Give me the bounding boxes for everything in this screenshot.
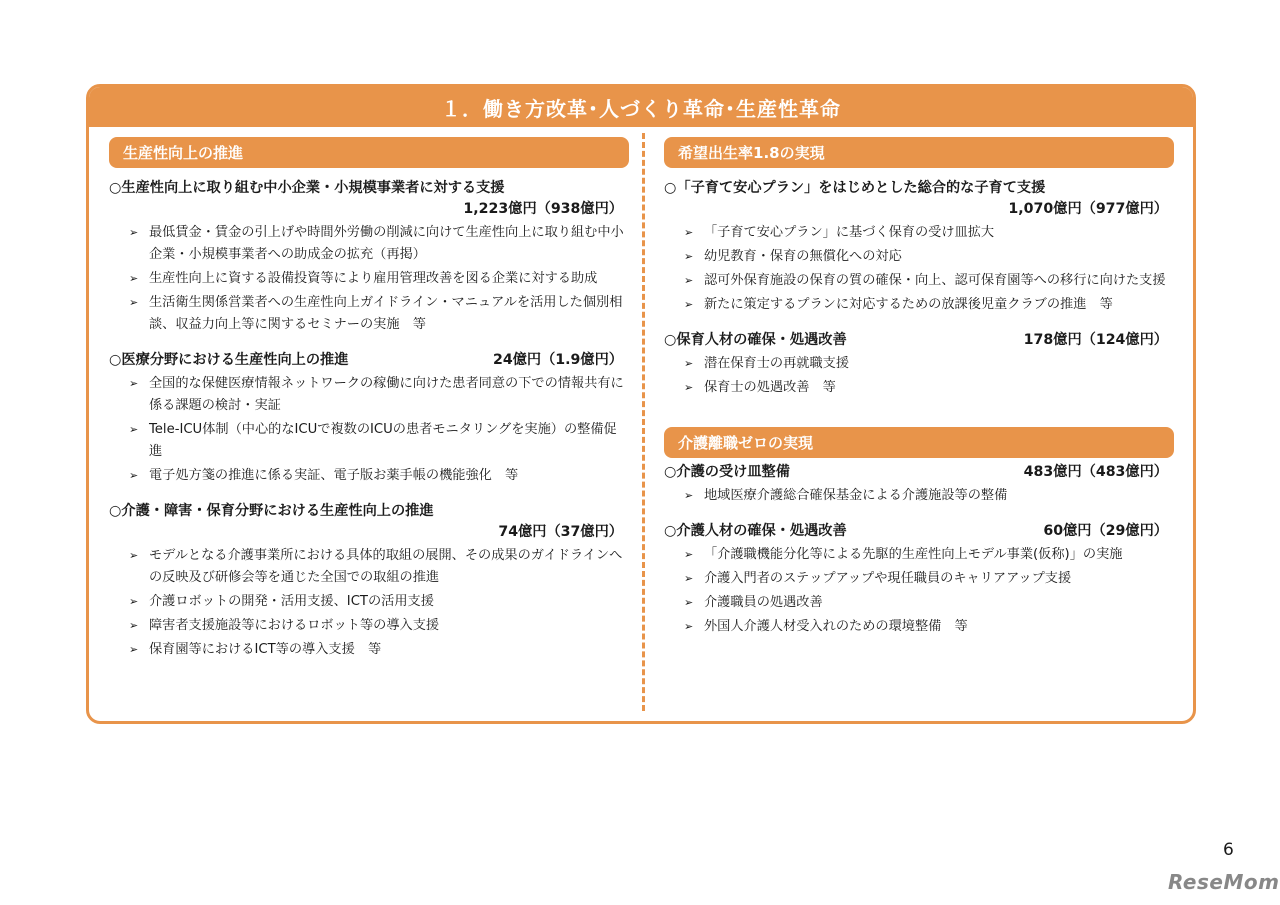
section-header-birthrate: 希望出生率1.8の実現 <box>664 137 1174 168</box>
bullet-item: ➢ 新たに策定するプランに対応するための放課後児童クラブの推進 等 <box>684 294 1174 316</box>
item-title: ○保育人材の確保・処遇改善 <box>664 332 847 348</box>
item-budget: 1,223億円（938億円） <box>463 201 623 217</box>
bullet-item: ➢ モデルとなる介護事業所における具体的取組の展開、その成果のガイドラインへの反映及び研修会等を通じた全国での取組の推進 <box>129 545 629 589</box>
list-item <box>109 350 629 487</box>
arrow-icon: ➢ <box>684 274 694 287</box>
bullet-list <box>664 544 1174 638</box>
arrow-icon: ➢ <box>129 423 139 436</box>
item-budget: 24億円（1.9億円） <box>492 352 623 368</box>
arrow-icon: ➢ <box>684 250 694 263</box>
arrow-icon: ➢ <box>129 595 139 608</box>
item-budget: 178億円（124億円） <box>1023 332 1168 348</box>
bullet-item: ➢ 幼児教育・保育の無償化への対応 <box>684 246 1174 268</box>
bullet-item: ➢ 外国人介護人材受入れのための環境整備 等 <box>684 616 1174 638</box>
arrow-icon: ➢ <box>684 357 694 370</box>
column-divider <box>642 133 645 711</box>
bullet-item: ➢ 地域医療介護総合確保基金による介護施設等の整備 <box>684 485 1174 507</box>
bullet-item: ➢ 生産性向上に資する設備投資等により雇用管理改善を図る企業に対する助成 <box>129 268 629 290</box>
item-title: ○介護・障害・保育分野における生産性向上の推進 <box>109 503 434 519</box>
list-item <box>664 330 1174 399</box>
bullet-item: ➢ 保育士の処遇改善 等 <box>684 377 1174 399</box>
bullet-item: ➢ 「子育て安心プラン」に基づく保育の受け皿拡大 <box>684 222 1174 244</box>
bullet-item: ➢ 最低賃金・賃金の引上げや時間外労働の削減に向けて生産性向上に取り組む中小企業・小規模事業者への助成金の拡充（再掲） <box>129 222 629 266</box>
bullet-list <box>664 485 1174 507</box>
arrow-icon: ➢ <box>129 296 139 309</box>
arrow-icon: ➢ <box>684 596 694 609</box>
bullet-item: ➢ 介護入門者のステップアップや現任職員のキャリアアップ支援 <box>684 568 1174 590</box>
list-item <box>109 501 629 661</box>
list-item <box>664 521 1174 638</box>
bullet-item: ➢ Tele-ICU体制（中心的なICUで複数のICUの患者モニタリングを実施）の整備促進 <box>129 419 629 463</box>
item-budget: 74億円（37億円） <box>498 524 623 540</box>
arrow-icon: ➢ <box>684 489 694 502</box>
list-item <box>664 178 1174 316</box>
arrow-icon: ➢ <box>684 298 694 311</box>
item-title: ○介護の受け皿整備 <box>664 464 790 480</box>
list-item <box>664 462 1174 507</box>
list-item <box>109 178 629 336</box>
bullet-item: ➢ 電子処方箋の推進に係る実証、電子版お薬手帳の機能強化 等 <box>129 465 629 487</box>
left-column <box>109 137 629 663</box>
arrow-icon: ➢ <box>684 620 694 633</box>
arrow-icon: ➢ <box>129 619 139 632</box>
page-number: 6 <box>1223 840 1234 860</box>
item-title: ○介護人材の確保・処遇改善 <box>664 523 847 539</box>
bullet-item: ➢ 「介護職機能分化等による先駆的生産性向上モデル事業(仮称)」の実施 <box>684 544 1174 566</box>
bullet-item: ➢ 全国的な保健医療情報ネットワークの稼働に向けた患者同意の下での情報共有に係る課題の検討・実証 <box>129 373 629 417</box>
bullet-item: ➢ 介護ロボットの開発・活用支援、ICTの活用支援 <box>129 591 629 613</box>
arrow-icon: ➢ <box>684 226 694 239</box>
bullet-list <box>664 353 1174 399</box>
item-budget: 483億円（483億円） <box>1023 464 1168 480</box>
item-budget: 1,070億円（977億円） <box>1008 201 1168 217</box>
section-header-productivity: 生産性向上の推進 <box>109 137 629 168</box>
section-header-caregiving: 介護離職ゼロの実現 <box>664 427 1174 458</box>
bullet-item: ➢ 認可外保育施設の保育の質の確保・向上、認可保育園等への移行に向けた支援 <box>684 270 1174 292</box>
arrow-icon: ➢ <box>129 469 139 482</box>
bullet-item: ➢ 介護職員の処遇改善 <box>684 592 1174 614</box>
content-frame <box>86 84 1196 724</box>
bullet-list <box>109 222 629 336</box>
bullet-item: ➢ 生活衛生関係営業者への生産性向上ガイドライン・マニュアルを活用した個別相談、収益力向上等に関するセミナーの実施 等 <box>129 292 629 336</box>
arrow-icon: ➢ <box>129 377 139 390</box>
bullet-list <box>109 545 629 661</box>
arrow-icon: ➢ <box>684 381 694 394</box>
item-title: ○生産性向上に取り組む中小企業・小規模事業者に対する支援 <box>109 180 505 196</box>
bullet-item: ➢ 障害者支援施設等におけるロボット等の導入支援 <box>129 615 629 637</box>
item-title: ○医療分野における生産性向上の推進 <box>109 352 349 368</box>
arrow-icon: ➢ <box>684 572 694 585</box>
page-title: １．働き方改革･人づくり革命･生産性革命 <box>89 87 1193 127</box>
right-column <box>664 137 1174 640</box>
arrow-icon: ➢ <box>684 548 694 561</box>
arrow-icon: ➢ <box>129 643 139 656</box>
bullet-item: ➢ 保育園等におけるICT等の導入支援 等 <box>129 639 629 661</box>
item-budget: 60億円（29億円） <box>1043 523 1168 539</box>
bullet-list <box>664 222 1174 316</box>
bullet-item: ➢ 潜在保育士の再就職支援 <box>684 353 1174 375</box>
resemom-logo: ReseMom <box>1168 870 1280 894</box>
arrow-icon: ➢ <box>129 226 139 239</box>
item-title: ○「子育て安心プラン」をはじめとした総合的な子育て支援 <box>664 180 1046 196</box>
arrow-icon: ➢ <box>129 272 139 285</box>
arrow-icon: ➢ <box>129 549 139 562</box>
bullet-list <box>109 373 629 487</box>
